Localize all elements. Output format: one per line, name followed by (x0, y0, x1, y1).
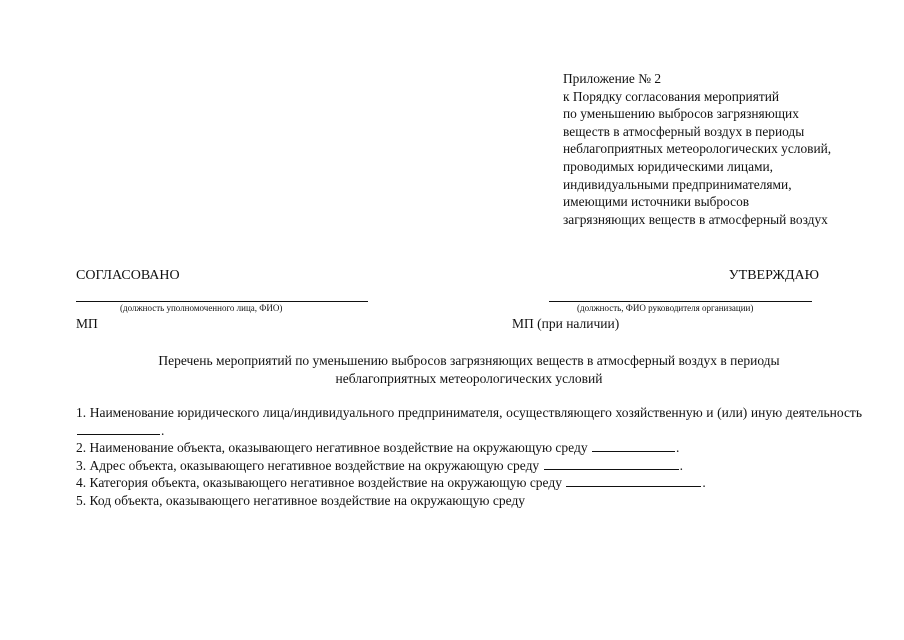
appendix-line: по уменьшению выбросов загрязняющих (563, 106, 799, 122)
document-title-line: неблагоприятных метеорологических условий (335, 370, 603, 386)
agreed-stamp-label: МП (76, 316, 98, 331)
appendix-line: загрязняющих веществ в атмосферный воздух (563, 211, 828, 227)
form-items (76, 404, 862, 509)
document-title (76, 352, 862, 387)
appendix-line: имеющими источники выбросов (563, 194, 750, 210)
appendix-line: неблагоприятных метеорологических условий, (563, 141, 832, 157)
form-item-end: . (702, 475, 706, 490)
appendix-header (563, 70, 893, 228)
approve-stamp-label: МП (при наличии) (512, 316, 620, 331)
appendix-line: веществ в атмосферный воздух в периоды (563, 123, 805, 139)
approve-signature-caption: (должность, ФИО руководителя организации) (577, 303, 754, 313)
approve-label: УТВЕРЖДАЮ (728, 268, 819, 283)
form-item-object-code (76, 492, 862, 510)
form-item-text: 1. Наименование юридического лица/индивидуального предпринимателя, осуществляющего хозяйственную и (или) иную деятельность (76, 405, 862, 420)
appendix-line: проводимых юридическими лицами, (563, 158, 773, 174)
form-item-text: 4. Категория объекта, оказывающего негативное воздействие на окружающую среду (76, 475, 562, 490)
agreed-label: СОГЛАСОВАНО (76, 268, 180, 283)
agreed-signature-line (76, 301, 368, 302)
fill-in-blank (544, 457, 679, 470)
form-item-end: . (675, 440, 680, 455)
appendix-line: к Порядку согласования мероприятий (563, 88, 780, 104)
document-title-line: Перечень мероприятий по уменьшению выбросов загрязняющих веществ в атмосферный воздух в периоды (158, 353, 780, 368)
fill-in-blank (566, 474, 701, 487)
form-item-object-name (76, 439, 862, 457)
form-item-legal-entity (76, 404, 862, 439)
appendix-line: Приложение № 2 (563, 71, 662, 86)
form-item-end: . (161, 422, 165, 438)
form-item-text: 2. Наименование объекта, оказывающего негативное воздействие на окружающую среду (76, 440, 588, 455)
form-item-object-address (76, 457, 862, 475)
agreed-signature-caption: (должность уполномоченного лица, ФИО) (120, 303, 283, 313)
appendix-line: индивидуальными предпринимателями, (563, 176, 792, 192)
fill-in-blank (592, 439, 675, 452)
fill-in-blank (77, 422, 160, 435)
form-item-end: . (679, 457, 683, 473)
form-item-object-category (76, 474, 862, 492)
approve-signature-line (549, 301, 812, 302)
form-item-text: 5. Код объекта, оказывающего негативное воздействие на окружающую среду (76, 492, 526, 508)
form-item-text: 3. Адрес объекта, оказывающего негативное воздействие на окружающую среду (76, 457, 540, 473)
